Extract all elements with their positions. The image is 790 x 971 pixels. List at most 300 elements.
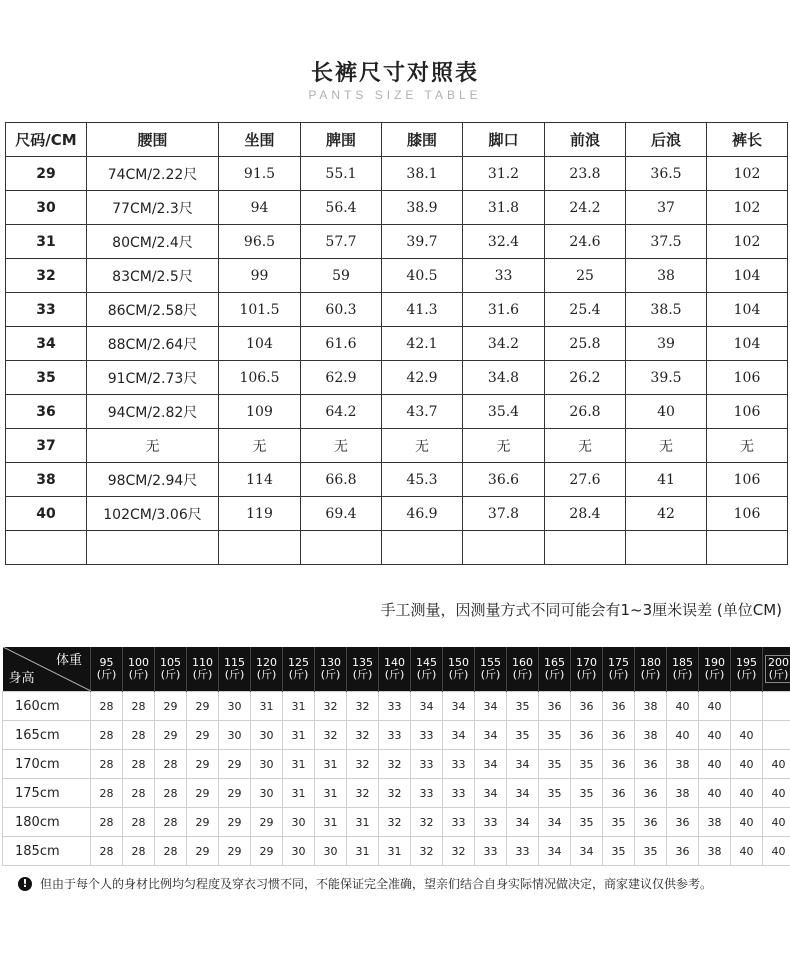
size-value-cell: 37.8	[463, 497, 545, 531]
weight-value: 165	[544, 656, 565, 669]
size-recommendation-cell: 32	[411, 808, 443, 837]
size-recommendation-cell: 31	[251, 692, 283, 721]
weight-label	[640, 656, 661, 681]
weight-value: 200	[768, 656, 789, 669]
size-value-cell: 101.5	[219, 293, 301, 327]
size-recommendation-cell: 32	[379, 779, 411, 808]
weight-col-header	[635, 647, 667, 692]
size-recommendation-cell: 35	[603, 808, 635, 837]
weight-col-header	[763, 647, 790, 692]
size-value-cell	[545, 531, 626, 565]
size-table-header	[6, 123, 788, 157]
size-recommendation-cell: 29	[219, 808, 251, 837]
size-value-cell: 24.2	[545, 191, 626, 225]
weight-label	[544, 656, 565, 681]
size-value-cell: 77CM/2.3尺	[87, 191, 219, 225]
size-recommendation-cell: 40	[731, 721, 763, 750]
size-recommendation-cell: 29	[155, 692, 187, 721]
size-recommendation-cell: 28	[91, 692, 123, 721]
page-subtitle: PANTS SIZE TABLE	[308, 88, 482, 102]
size-value-cell: 26.2	[545, 361, 626, 395]
weight-label	[384, 656, 405, 681]
size-label-cell: 40	[6, 497, 87, 531]
size-value-cell: 38	[626, 259, 707, 293]
size-recommendation-cell: 33	[411, 779, 443, 808]
size-value-cell	[463, 531, 545, 565]
weight-unit: (斤)	[768, 668, 789, 681]
size-recommendation-cell: 36	[603, 692, 635, 721]
corner-header	[3, 647, 91, 692]
height-cell: 185cm	[3, 837, 91, 866]
weight-unit: (斤)	[736, 668, 757, 681]
size-table-body	[6, 157, 788, 565]
size-value-cell: 80CM/2.4尺	[87, 225, 219, 259]
table-row	[6, 497, 788, 531]
weight-col-header	[379, 647, 411, 692]
weight-label	[736, 656, 757, 681]
weight-unit: (斤)	[320, 668, 341, 681]
weight-unit: (斤)	[544, 668, 565, 681]
size-recommendation-cell: 35	[571, 779, 603, 808]
table-row	[6, 531, 788, 565]
size-recommendation-cell: 32	[347, 750, 379, 779]
size-value-cell: 46.9	[382, 497, 463, 531]
size-recommendation-cell: 33	[507, 837, 539, 866]
weight-unit: (斤)	[384, 668, 405, 681]
size-recommendation-cell: 33	[379, 692, 411, 721]
size-value-cell: 32.4	[463, 225, 545, 259]
weight-col-header	[283, 647, 315, 692]
size-recommendation-cell: 36	[603, 779, 635, 808]
size-value-cell: 27.6	[545, 463, 626, 497]
size-recommendation-cell: 30	[219, 721, 251, 750]
size-label-cell: 36	[6, 395, 87, 429]
size-recommendation-cell: 33	[443, 750, 475, 779]
size-value-cell: 91.5	[219, 157, 301, 191]
size-value-cell: 62.9	[301, 361, 382, 395]
size-value-cell: 102	[707, 157, 788, 191]
size-recommendation-cell: 28	[155, 837, 187, 866]
measurement-note: 手工测量，因测量方式不同可能会有1~3厘米误差 (单位CM)	[380, 601, 782, 619]
size-value-cell: 34.2	[463, 327, 545, 361]
size-recommendation-cell: 32	[347, 779, 379, 808]
size-value-cell: 109	[219, 395, 301, 429]
size-col-header: 前浪	[545, 123, 626, 157]
size-recommendation-cell: 36	[635, 779, 667, 808]
size-label-cell: 30	[6, 191, 87, 225]
size-recommendation-cell: 31	[283, 779, 315, 808]
size-value-cell: 38.1	[382, 157, 463, 191]
height-cell: 165cm	[3, 721, 91, 750]
weight-col-header	[731, 647, 763, 692]
size-recommendation-cell: 40	[763, 808, 790, 837]
weight-unit: (斤)	[160, 668, 181, 681]
size-recommendation-cell: 36	[635, 808, 667, 837]
weight-value: 130	[320, 656, 341, 669]
size-recommendation-cell: 31	[315, 750, 347, 779]
size-value-cell: 102	[707, 225, 788, 259]
weight-value: 115	[224, 656, 245, 669]
size-value-cell: 25.4	[545, 293, 626, 327]
size-recommendation-cell: 40	[731, 779, 763, 808]
size-recommendation-cell: 40	[699, 721, 731, 750]
weight-col-header	[699, 647, 731, 692]
size-label-cell: 35	[6, 361, 87, 395]
weight-col-header	[443, 647, 475, 692]
size-recommendation-cell: 32	[379, 750, 411, 779]
weight-unit: (斤)	[480, 668, 501, 681]
size-recommendation-cell: 30	[283, 837, 315, 866]
size-value-cell: 39.5	[626, 361, 707, 395]
weight-label	[512, 656, 533, 681]
size-value-cell: 28.4	[545, 497, 626, 531]
weight-col-header	[219, 647, 251, 692]
size-value-cell: 34.8	[463, 361, 545, 395]
size-recommendation-cell: 33	[443, 808, 475, 837]
table-row	[6, 327, 788, 361]
table-row	[6, 225, 788, 259]
size-value-cell: 102	[707, 191, 788, 225]
height-cell: 160cm	[3, 692, 91, 721]
size-recommendation-cell: 35	[571, 808, 603, 837]
size-value-cell: 43.7	[382, 395, 463, 429]
size-recommendation-cell: 40	[667, 692, 699, 721]
disclaimer-text: 但由于每个人的身材比例均匀程度及穿衣习惯不同，不能保证完全准确，望亲们结合自身实际情况做决定，商家建议仅供参考。	[40, 877, 713, 891]
size-recommendation-cell: 36	[667, 808, 699, 837]
size-recommendation-cell: 30	[251, 721, 283, 750]
size-col-header: 坐围	[219, 123, 301, 157]
weight-label	[160, 656, 181, 681]
size-recommendation-cell: 34	[507, 779, 539, 808]
size-recommendation-cell: 31	[283, 750, 315, 779]
size-value-cell	[301, 531, 382, 565]
weight-col-header	[91, 647, 123, 692]
table-row	[3, 750, 790, 779]
weight-value: 160	[512, 656, 533, 669]
size-value-cell: 37.5	[626, 225, 707, 259]
size-value-cell: 66.8	[301, 463, 382, 497]
size-recommendation-cell: 28	[123, 808, 155, 837]
size-recommendation-cell: 29	[155, 721, 187, 750]
size-value-cell: 无	[301, 429, 382, 463]
size-recommendation-cell: 40	[731, 750, 763, 779]
weight-unit: (斤)	[128, 668, 149, 681]
size-recommendation-cell: 32	[379, 808, 411, 837]
size-recommendation-cell: 38	[635, 721, 667, 750]
size-recommendation-cell: 34	[443, 721, 475, 750]
size-value-cell: 40	[626, 395, 707, 429]
weight-label	[480, 656, 501, 681]
size-value-cell: 39	[626, 327, 707, 361]
size-value-cell	[707, 531, 788, 565]
size-value-cell: 45.3	[382, 463, 463, 497]
size-value-cell: 38.9	[382, 191, 463, 225]
weight-unit: (斤)	[512, 668, 533, 681]
weight-unit: (斤)	[416, 668, 437, 681]
weight-value: 190	[704, 656, 725, 669]
size-value-cell: 37	[626, 191, 707, 225]
table-row	[3, 808, 790, 837]
size-recommendation-cell: 29	[219, 779, 251, 808]
size-recommendation-cell: 29	[251, 808, 283, 837]
weight-col-header	[571, 647, 603, 692]
size-recommendation-cell: 38	[667, 750, 699, 779]
size-recommendation-cell: 34	[475, 692, 507, 721]
table-row	[6, 395, 788, 429]
size-value-cell: 61.6	[301, 327, 382, 361]
weight-label	[765, 655, 790, 683]
size-recommendation-cell: 29	[187, 779, 219, 808]
weight-label	[448, 656, 469, 681]
size-recommendation-cell: 34	[475, 779, 507, 808]
size-recommendation-cell: 28	[91, 837, 123, 866]
table-row	[3, 721, 790, 750]
size-value-cell: 56.4	[301, 191, 382, 225]
weight-value: 140	[384, 656, 405, 669]
weight-value: 170	[576, 656, 597, 669]
size-recommendation-cell: 28	[91, 750, 123, 779]
size-recommendation-cell: 40	[699, 779, 731, 808]
size-recommendation-cell: 31	[379, 837, 411, 866]
size-recommendation-cell: 31	[347, 837, 379, 866]
weight-value: 145	[416, 656, 437, 669]
weight-unit: (斤)	[448, 668, 469, 681]
weight-col-header	[315, 647, 347, 692]
size-recommendation-cell: 34	[411, 692, 443, 721]
size-value-cell: 59	[301, 259, 382, 293]
weight-label	[608, 656, 629, 681]
size-recommendation-cell: 34	[443, 692, 475, 721]
size-col-header: 尺码/CM	[6, 123, 87, 157]
size-recommendation-cell: 38	[699, 837, 731, 866]
size-recommendation-cell: 28	[123, 692, 155, 721]
size-recommendation-cell: 35	[539, 750, 571, 779]
weight-unit: (斤)	[640, 668, 661, 681]
weight-unit: (斤)	[224, 668, 245, 681]
size-value-cell: 88CM/2.64尺	[87, 327, 219, 361]
size-recommendation-cell: 31	[315, 808, 347, 837]
size-value-cell: 31.6	[463, 293, 545, 327]
size-value-cell: 无	[219, 429, 301, 463]
size-recommendation-cell: 38	[667, 779, 699, 808]
size-recommendation-cell: 32	[315, 692, 347, 721]
size-label-cell: 32	[6, 259, 87, 293]
size-recommendation-cell: 29	[187, 837, 219, 866]
size-recommendation-cell: 34	[571, 837, 603, 866]
size-value-cell: 55.1	[301, 157, 382, 191]
size-recommendation-cell: 35	[603, 837, 635, 866]
size-recommendation-cell: 33	[475, 808, 507, 837]
size-recommendation-cell: 40	[667, 721, 699, 750]
weight-label	[704, 656, 725, 681]
weight-height-table	[2, 647, 790, 866]
weight-col-header	[155, 647, 187, 692]
size-value-cell: 69.4	[301, 497, 382, 531]
table-row	[6, 463, 788, 497]
size-recommendation-cell: 31	[347, 808, 379, 837]
size-value-cell: 无	[545, 429, 626, 463]
weight-col-header	[603, 647, 635, 692]
size-recommendation-cell: 29	[219, 750, 251, 779]
weight-col-header	[507, 647, 539, 692]
size-recommendation-cell: 40	[763, 837, 790, 866]
size-col-header: 脚口	[463, 123, 545, 157]
disclaimer	[18, 875, 712, 892]
size-value-cell: 25.8	[545, 327, 626, 361]
size-recommendation-cell: 28	[123, 721, 155, 750]
weight-col-header	[475, 647, 507, 692]
table-row	[6, 259, 788, 293]
size-recommendation-cell: 30	[219, 692, 251, 721]
size-value-cell: 104	[707, 327, 788, 361]
size-label-cell: 37	[6, 429, 87, 463]
size-recommendation-cell: 30	[315, 837, 347, 866]
table-row	[6, 429, 788, 463]
size-recommendation-cell	[763, 692, 790, 721]
size-label-cell: 33	[6, 293, 87, 327]
size-col-header: 膝围	[382, 123, 463, 157]
size-value-cell	[87, 531, 219, 565]
size-value-cell: 36.5	[626, 157, 707, 191]
size-value-cell: 39.7	[382, 225, 463, 259]
size-value-cell: 无	[463, 429, 545, 463]
size-recommendation-cell: 36	[667, 837, 699, 866]
height-cell: 175cm	[3, 779, 91, 808]
size-value-cell: 42	[626, 497, 707, 531]
weight-label	[576, 656, 597, 681]
size-value-cell: 26.8	[545, 395, 626, 429]
size-recommendation-cell: 29	[187, 721, 219, 750]
size-value-cell: 38.5	[626, 293, 707, 327]
weight-unit: (斤)	[256, 668, 277, 681]
weight-label	[352, 656, 373, 681]
table-row	[6, 157, 788, 191]
size-recommendation-cell: 28	[155, 750, 187, 779]
weight-value: 180	[640, 656, 661, 669]
weight-value: 100	[128, 656, 149, 669]
weight-label	[672, 656, 693, 681]
size-col-header: 裤长	[707, 123, 788, 157]
size-recommendation-cell: 31	[283, 692, 315, 721]
weight-unit: (斤)	[608, 668, 629, 681]
size-recommendation-cell: 28	[155, 779, 187, 808]
weight-col-header	[539, 647, 571, 692]
size-value-cell: 无	[707, 429, 788, 463]
size-value-cell: 106	[707, 463, 788, 497]
warning-icon: !	[18, 877, 32, 891]
size-recommendation-cell: 34	[539, 808, 571, 837]
size-value-cell: 119	[219, 497, 301, 531]
size-recommendation-cell: 32	[315, 721, 347, 750]
size-recommendation-cell: 36	[539, 692, 571, 721]
size-value-cell: 74CM/2.22尺	[87, 157, 219, 191]
size-value-cell: 64.2	[301, 395, 382, 429]
size-value-cell: 104	[707, 293, 788, 327]
size-recommendation-cell: 32	[411, 837, 443, 866]
size-recommendation-cell: 31	[315, 779, 347, 808]
table-row	[3, 837, 790, 866]
size-recommendation-cell: 32	[443, 837, 475, 866]
size-value-cell: 无	[382, 429, 463, 463]
size-recommendation-cell: 30	[251, 750, 283, 779]
table-row	[3, 692, 790, 721]
size-value-cell: 98CM/2.94尺	[87, 463, 219, 497]
size-recommendation-cell: 40	[763, 750, 790, 779]
weight-table-body	[3, 692, 790, 866]
size-recommendation-cell: 35	[539, 779, 571, 808]
size-recommendation-cell: 28	[123, 837, 155, 866]
table-row	[6, 361, 788, 395]
weight-unit: (斤)	[576, 668, 597, 681]
size-label-cell: 38	[6, 463, 87, 497]
size-recommendation-cell: 40	[699, 692, 731, 721]
size-value-cell: 106.5	[219, 361, 301, 395]
size-recommendation-cell: 33	[411, 750, 443, 779]
size-recommendation-cell: 28	[91, 721, 123, 750]
weight-table-header	[3, 647, 790, 692]
height-cell: 180cm	[3, 808, 91, 837]
size-recommendation-cell: 29	[187, 750, 219, 779]
size-label-cell: 31	[6, 225, 87, 259]
size-recommendation-cell: 32	[347, 721, 379, 750]
weight-value: 135	[352, 656, 373, 669]
size-recommendation-cell: 28	[123, 750, 155, 779]
size-value-cell: 40.5	[382, 259, 463, 293]
size-value-cell	[219, 531, 301, 565]
weight-value: 95	[99, 656, 114, 669]
size-col-header: 脾围	[301, 123, 382, 157]
size-recommendation-cell: 28	[155, 808, 187, 837]
size-value-cell: 104	[707, 259, 788, 293]
weight-col-header	[187, 647, 219, 692]
weight-label	[256, 656, 277, 681]
size-value-cell: 86CM/2.58尺	[87, 293, 219, 327]
size-value-cell: 36.6	[463, 463, 545, 497]
size-recommendation-cell: 36	[635, 750, 667, 779]
size-label-cell: 29	[6, 157, 87, 191]
size-value-cell	[382, 531, 463, 565]
size-recommendation-cell: 33	[475, 837, 507, 866]
weight-label	[128, 656, 149, 681]
size-recommendation-cell: 35	[507, 721, 539, 750]
weight-unit: (斤)	[288, 668, 309, 681]
size-value-cell: 104	[219, 327, 301, 361]
size-value-cell: 35.4	[463, 395, 545, 429]
size-value-cell: 25	[545, 259, 626, 293]
size-value-cell: 无	[626, 429, 707, 463]
size-value-cell	[626, 531, 707, 565]
size-recommendation-cell: 40	[763, 779, 790, 808]
size-recommendation-cell	[763, 721, 790, 750]
size-recommendation-cell: 34	[539, 837, 571, 866]
size-value-cell: 57.7	[301, 225, 382, 259]
size-recommendation-cell: 35	[571, 750, 603, 779]
weight-label	[224, 656, 245, 681]
size-recommendation-cell: 35	[635, 837, 667, 866]
weight-label	[320, 656, 341, 681]
weight-col-header	[667, 647, 699, 692]
weight-value: 150	[448, 656, 469, 669]
size-value-cell: 41.3	[382, 293, 463, 327]
size-recommendation-cell: 38	[699, 808, 731, 837]
size-recommendation-cell: 36	[571, 721, 603, 750]
size-recommendation-cell: 34	[475, 750, 507, 779]
weight-value: 110	[192, 656, 213, 669]
weight-label	[97, 656, 117, 681]
size-value-cell: 94CM/2.82尺	[87, 395, 219, 429]
weight-col-header	[251, 647, 283, 692]
size-recommendation-cell: 40	[699, 750, 731, 779]
